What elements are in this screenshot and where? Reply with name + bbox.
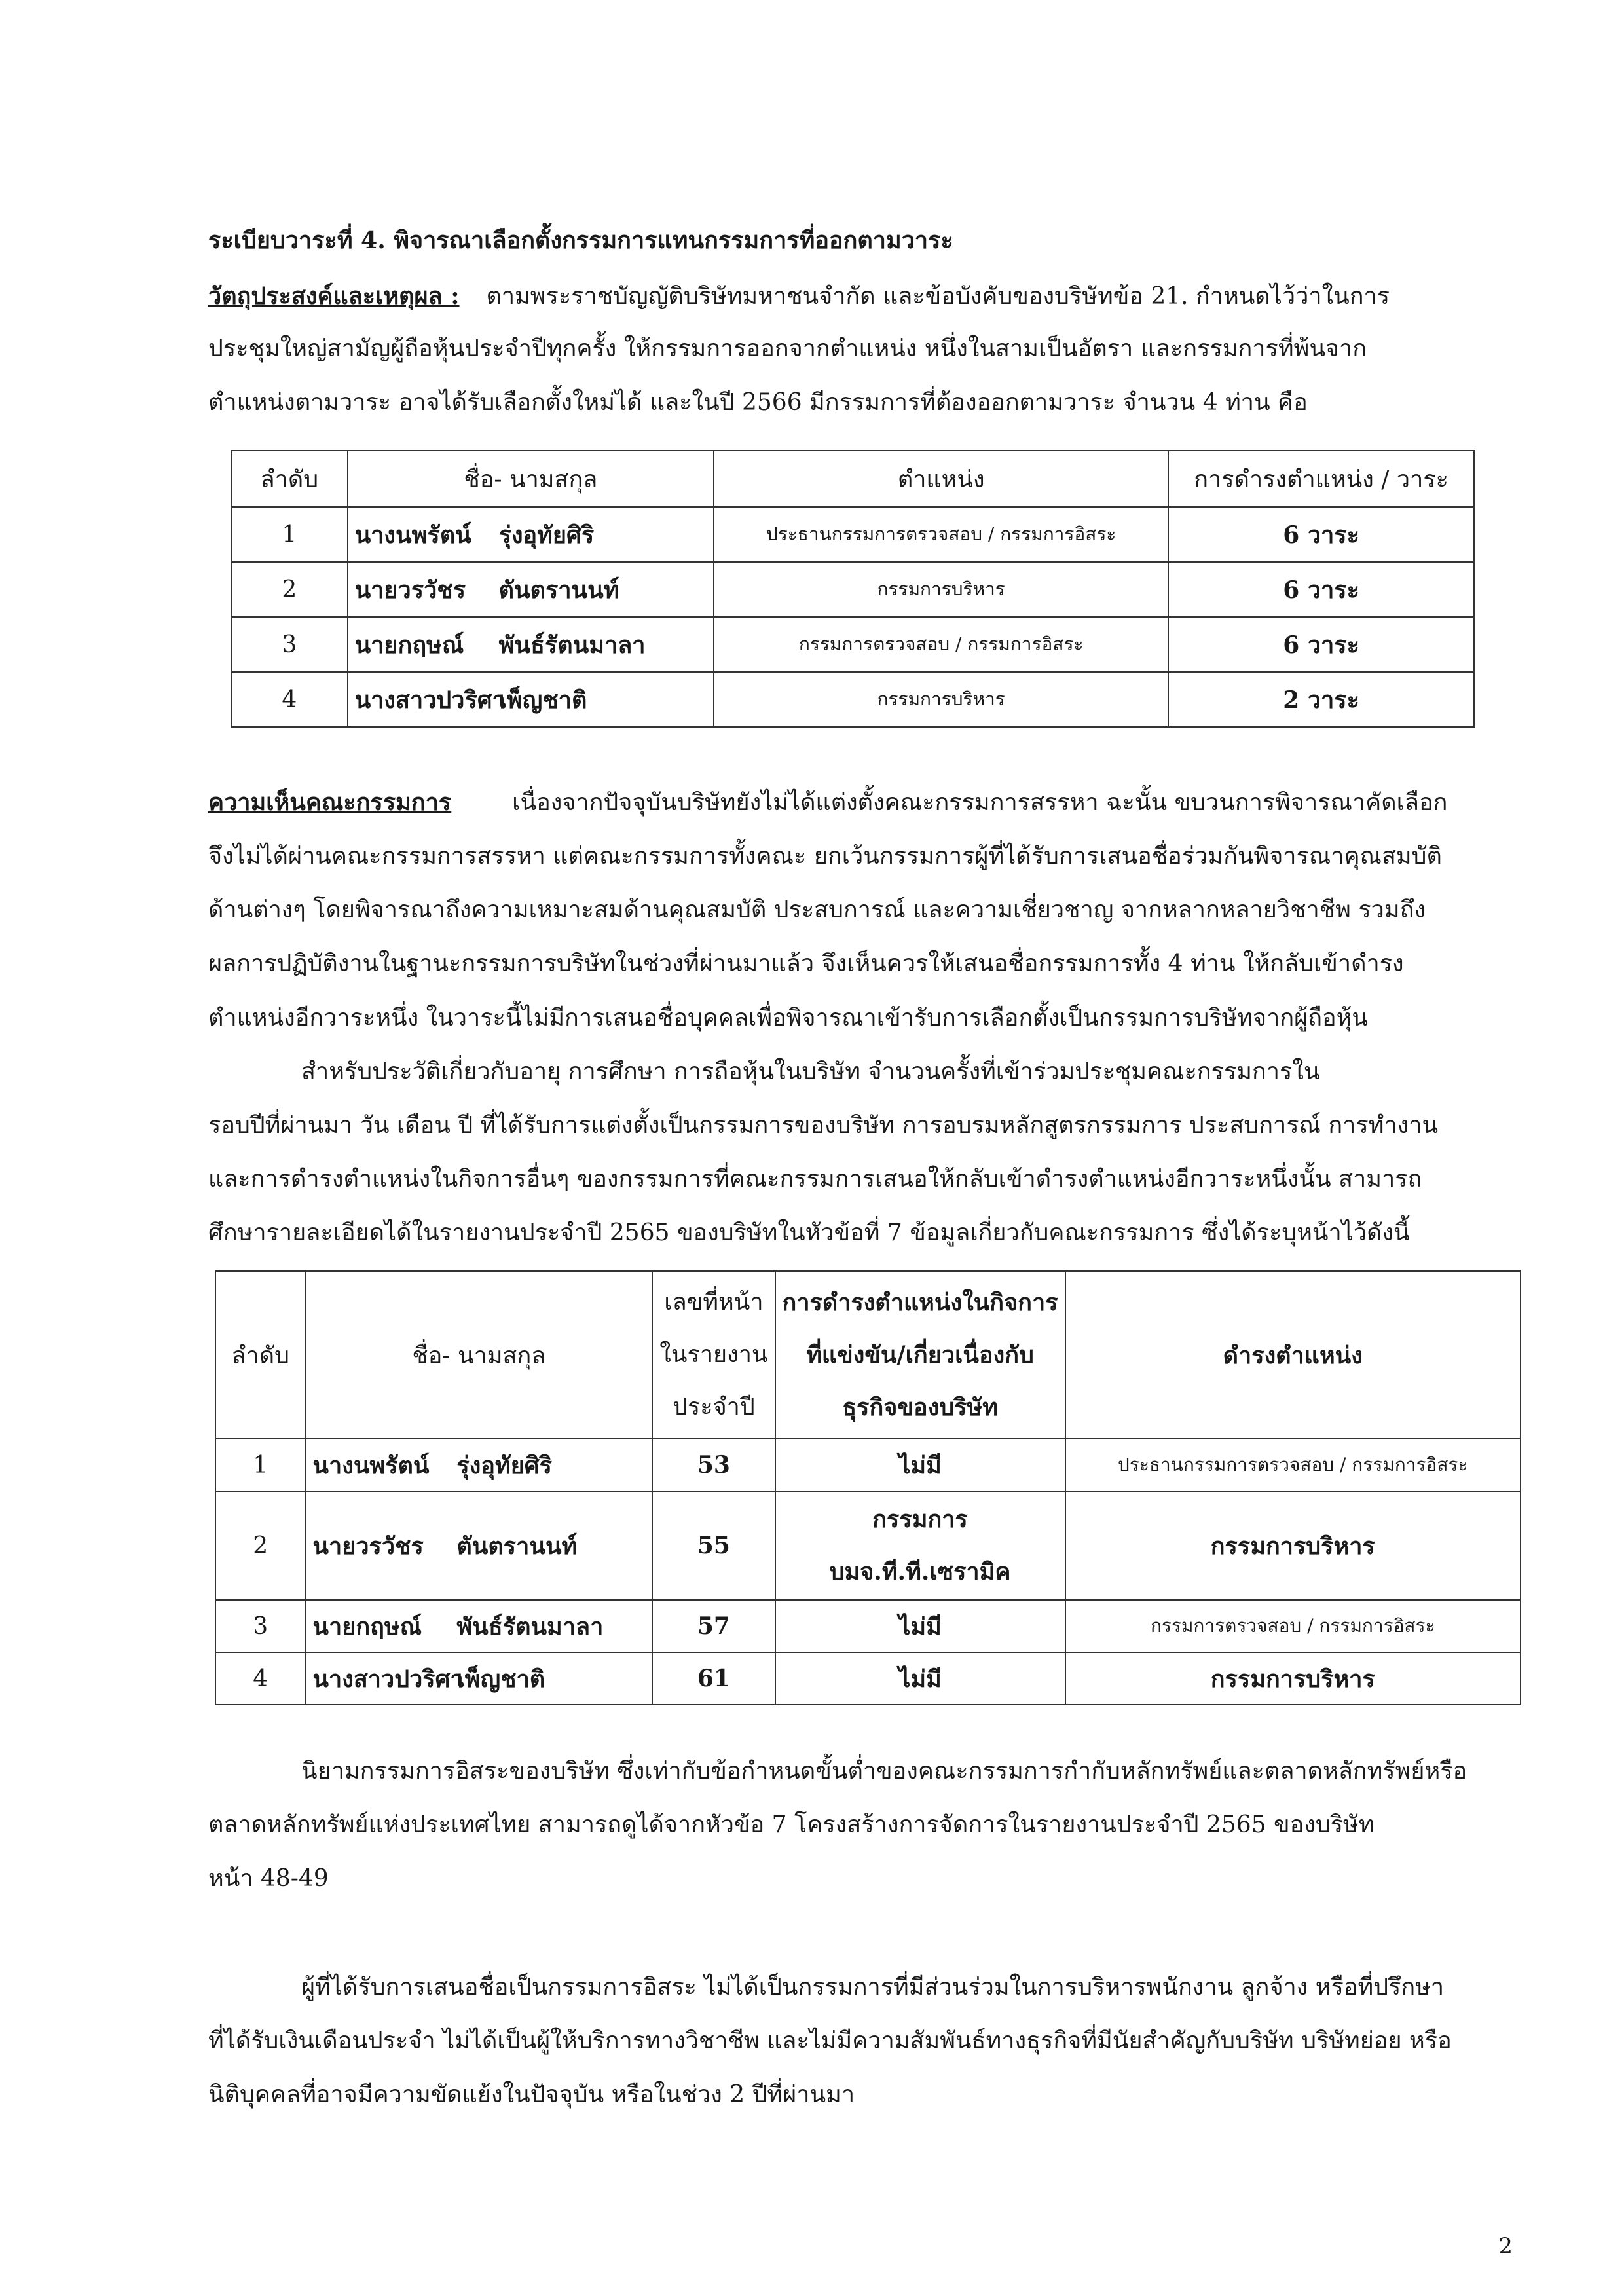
row-no: 1 [215,1439,305,1491]
opinion-line-8: และการดำรงตำแหน่งในกิจการอื่นๆ ของกรรมการที่คณะกรรมการเสนอให้กลับเข้าดำรงตำแหน่งอีกวาระหนึ่งนั้น สามารถ [208,1166,1422,1193]
nominee-line-2: ที่ได้รับเงินเดือนประจำ ไม่ได้เป็นผู้ให้บริการทางวิชาชีพ และไม่มีความสัมพันธ์ทางธุรกิจที่มีนัยสำคัญกับบริษัท บริษัทย่อย หรือ [208,2028,1452,2054]
opinion-line-7: รอบปีที่ผ่านมา วัน เดือน ปี ที่ได้รับการแต่งตั้งเป็นกรรมการของบริษัท การอบรมหลักสูตรกรรมการ ประสบการณ์ การทำงาน [208,1112,1439,1139]
row-position: กรรมการตรวจสอบ / กรรมการอิสระ [1065,1600,1521,1652]
objective-text-1: ตามพระราชบัญญัติบริษัทมหาชนจำกัด และข้อบังคับของบริษัทข้อ 21. กำหนดไว้ว่าในการ [486,283,1390,310]
opinion-line-2: จึงไม่ได้ผ่านคณะกรรมการสรรหา แต่คณะกรรมการทั้งคณะ ยกเว้นกรรมการผู้ที่ได้รับการเสนอชื่อร่วมกันพิจารณาคุณสมบัติ [208,843,1442,870]
last-name: รุ่งอุทัยศิริ [498,521,595,549]
row-position: กรรมการบริหาร [1065,1491,1521,1600]
last-name: รุ่งอุทัยศิริ [456,1451,552,1479]
objective-line-1 [208,280,1390,313]
objective-label: วัตถุประสงค์และเหตุผล : [208,282,460,310]
definition-line-1: นิยามกรรมการอิสระของบริษัท ซึ่งเท่ากับข้อกำหนดขั้นต่ำของคณะกรรมการกำกับหลักทรัพย์และตลาดหลักทรัพย์หรือ [301,1758,1467,1785]
competing-line-1: กรรมการ [872,1506,968,1533]
agenda-heading: ระเบียบวาระที่ 4. พิจารณาเลือกตั้งกรรมการแทนกรรมการที่ออกตามวาระ [208,227,953,254]
row-position: กรรมการบริหาร [1065,1652,1521,1705]
header-name: ชื่อ- นามสกุล [348,451,714,507]
opinion-line-5: ตำแหน่งอีกวาระหนึ่ง ในวาระนี้ไม่มีการเสนอชื่อบุคคลเพื่อพิจารณาเข้ารับการเลือกตั้งเป็นกรรมการบริษัทจากผู้ถือหุ้น [208,1005,1369,1031]
header-page-line-1: เลขที่หน้า [664,1289,764,1316]
table-header-row [231,451,1474,507]
nominee-line-3: นิติบุคคลที่อาจมีความขัดแย้งในปัจจุบัน หรือในช่วง 2 ปีที่ผ่านมา [208,2081,855,2108]
row-page: 57 [652,1600,775,1652]
row-name [305,1652,652,1705]
row-no: 2 [215,1491,305,1600]
row-page: 55 [652,1491,775,1600]
first-name: นายวรวัชร [354,576,466,604]
last-name: เพ็ญชาติ [498,686,587,714]
row-no: 4 [231,672,348,727]
nominee-line-1: ผู้ที่ได้รับการเสนอชื่อเป็นกรรมการอิสระ ไม่ได้เป็นกรรมการที่มีส่วนร่วมในการบริหารพนักงาน ลูกจ้าง หรือที่ปรึกษา [301,1974,1445,2001]
row-name [305,1600,652,1652]
row-term: 6 วาระ [1168,507,1474,562]
row-no: 3 [231,617,348,672]
opinion-line-1 [208,786,1447,819]
header-competing-line-3: ธุรกิจของบริษัท [842,1394,998,1421]
last-name: พันธ์รัตนมาลา [456,1612,604,1640]
first-name: นางสาวปวริศา [312,1665,464,1693]
header-page-line-3: ประจำปี [673,1394,755,1420]
opinion-line-9: ศึกษารายละเอียดได้ในรายงานประจำปี 2565 ของบริษัทในหัวข้อที่ 7 ข้อมูลเกี่ยวกับคณะกรรมการ ซึ่งได้ระบุหน้าไว้ดังนี้ [208,1219,1410,1246]
header-no: ลำดับ [231,451,348,507]
table-row [231,562,1474,617]
row-name [305,1491,652,1600]
row-name [348,507,714,562]
opinion-line-4: ผลการปฏิบัติงานในฐานะกรรมการบริษัทในช่วงที่ผ่านมาแล้ว จึงเห็นควรให้เสนอชื่อกรรมการทั้ง 4 ท่าน ให้กลับเข้าดำรง [208,950,1404,977]
definition-line-2: ตลาดหลักทรัพย์แห่งประเทศไทย สามารถดูได้จากหัวข้อ 7 โครงสร้างการจัดการในรายงานประจำปี 2565 ของบริษัท [208,1811,1375,1838]
row-name [348,617,714,672]
header-competing-line-2: ที่แข่งขัน/เกี่ยวเนื่องกับ [806,1341,1034,1369]
row-competing: ไม่มี [775,1439,1065,1491]
objective-line-2: ประชุมใหญ่สามัญผู้ถือหุ้นประจำปีทุกครั้ง ให้กรรมการออกจากตำแหน่ง หนึ่งในสามเป็นอัตรา และกรรมการที่พ้นจาก [208,335,1367,362]
definition-line-3: หน้า 48-49 [208,1865,329,1892]
row-page: 61 [652,1652,775,1705]
first-name: นางนพรัตน์ [312,1451,430,1479]
header-position: ดำรงตำแหน่ง [1065,1271,1521,1439]
row-term: 6 วาระ [1168,617,1474,672]
row-name [348,562,714,617]
last-name: ตันตรานนท์ [456,1532,578,1560]
table-row [215,1491,1521,1600]
header-name: ชื่อ- นามสกุล [305,1271,652,1439]
row-no: 1 [231,507,348,562]
opinion-line-6: สำหรับประวัติเกี่ยวกับอายุ การศึกษา การถือหุ้นในบริษัท จำนวนครั้งที่เข้าร่วมประชุมคณะกรรมการใน [301,1058,1320,1085]
header-page [652,1271,775,1439]
row-competing: ไม่มี [775,1600,1065,1652]
row-competing: ไม่มี [775,1652,1065,1705]
header-page-line-2: ในรายงาน [659,1341,768,1368]
first-name: นายวรวัชร [312,1532,424,1560]
table-row [215,1600,1521,1652]
retiring-directors-table [231,450,1475,728]
header-no: ลำดับ [215,1271,305,1439]
row-no: 4 [215,1652,305,1705]
competing-line-2: บมจ.ที.ที.เซรามิค [829,1558,1011,1585]
row-term: 2 วาระ [1168,672,1474,727]
opinion-line-3: ด้านต่างๆ โดยพิจารณาถึงความเหมาะสมด้านคุณสมบัติ ประสบการณ์ และความเชี่ยวชาญ จากหลากหลายวิชาชีพ รวมถึง [208,897,1426,923]
row-name [305,1439,652,1491]
first-name: นางสาวปวริศา [354,686,506,714]
header-competing [775,1271,1065,1439]
row-competing [775,1491,1065,1600]
page-number: 2 [1498,2233,1513,2259]
last-name: เพ็ญชาติ [456,1665,545,1693]
row-name [348,672,714,727]
last-name: พันธ์รัตนมาลา [498,631,646,659]
table-row [231,672,1474,727]
row-no: 2 [231,562,348,617]
first-name: นางนพรัตน์ [354,521,471,549]
director-info-table [215,1270,1521,1705]
table-header-row [215,1271,1521,1439]
row-position: กรรมการบริหาร [714,672,1168,727]
opinion-text-1: เนื่องจากปัจจุบันบริษัทยังไม่ได้แต่งตั้งคณะกรรมการสรรหา ฉะนั้น ขบวนการพิจารณาคัดเลือก [512,789,1448,816]
row-position: ประธานกรรมการตรวจสอบ / กรรมการอิสระ [714,507,1168,562]
row-position: กรรมการตรวจสอบ / กรรมการอิสระ [714,617,1168,672]
table-row [215,1652,1521,1705]
first-name: นายกฤษณ์ [312,1612,422,1640]
row-term: 6 วาระ [1168,562,1474,617]
row-position: ประธานกรรมการตรวจสอบ / กรรมการอิสระ [1065,1439,1521,1491]
row-no: 3 [215,1600,305,1652]
header-position: ตำแหน่ง [714,451,1168,507]
table-row [231,617,1474,672]
last-name: ตันตรานนท์ [498,576,619,604]
header-competing-line-1: การดำรงตำแหน่งในกิจการ [782,1289,1058,1316]
row-page: 53 [652,1439,775,1491]
first-name: นายกฤษณ์ [354,631,464,659]
opinion-label: ความเห็นคณะกรรมการ [208,788,452,816]
objective-line-3: ตำแหน่งตามวาระ อาจได้รับเลือกตั้งใหม่ได้ และในปี 2566 มีกรรมการที่ต้องออกตามวาระ จำนวน 4 ท่าน คือ [208,389,1308,416]
table-row [215,1439,1521,1491]
row-position: กรรมการบริหาร [714,562,1168,617]
table-row [231,507,1474,562]
header-term: การดำรงตำแหน่ง / วาระ [1168,451,1474,507]
